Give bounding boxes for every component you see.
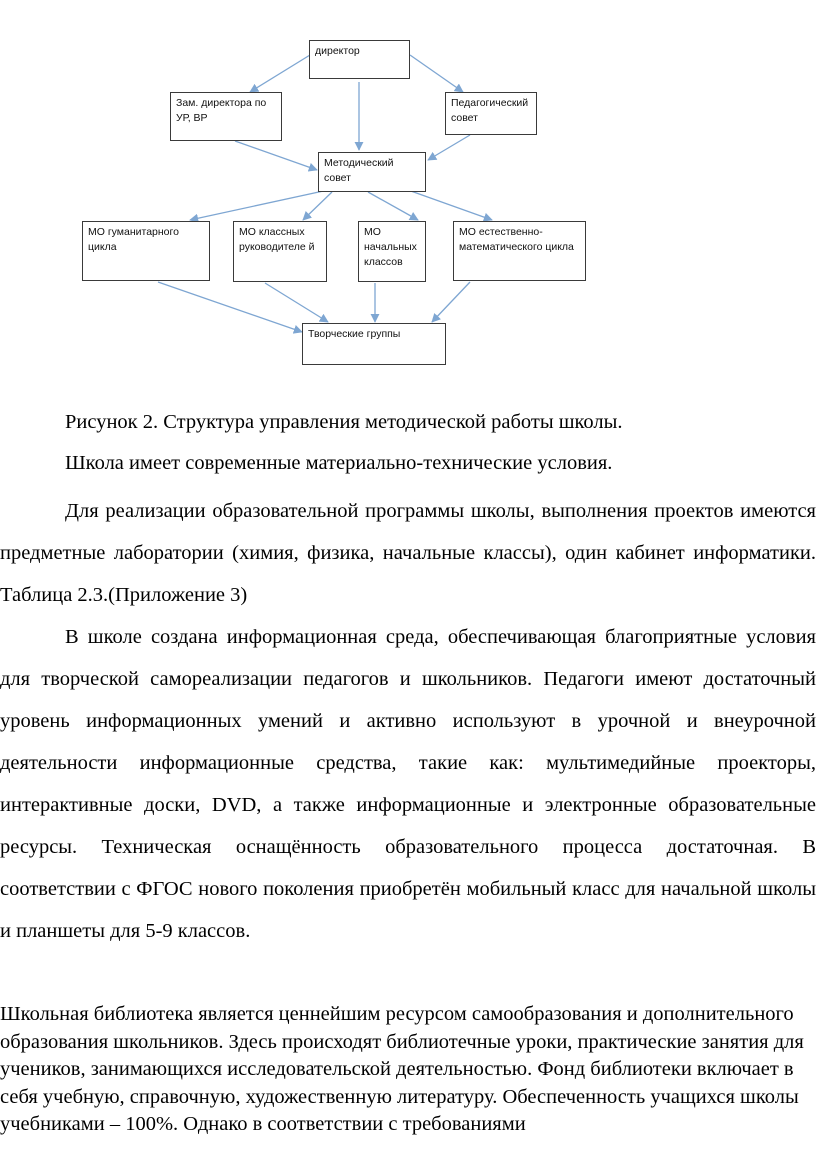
mo-primary-label: МО начальных классов [364,226,417,268]
mo-science-label: МО естественно-математического цикла [459,226,574,253]
deputy-director-box [170,92,282,141]
paragraph-library: Школьная библиотека является ценнейшим ресурсом самообразования и дополнительного образования школьников. Здесь происходят библиотечные уроки, практические занятия для учеников, занимающихся исследовательской деятельностью. Фонд библиотеки включает в себя учебную, справочную, художественную литературу. Обеспеченность учащихся школы учебниками – 100%. Однако в соответствии с требованиями [0,1003,804,1135]
org-chart [70,30,610,380]
arrow-director-to-ped-council [410,55,463,92]
deputy-director-label: Зам. директора по УР, ВР [176,97,267,124]
method-council-box [318,152,426,192]
mo-primary-box [358,221,426,282]
arrow-mo-class-teachers-to-creative-groups [265,283,328,322]
mo-class-teachers-box [233,221,327,282]
arrow-method-council-to-mo-science [408,190,492,220]
arrow-method-council-to-mo-class-teachers [303,192,332,220]
ped-council-label: Педагогический совет [451,97,529,124]
arrow-mo-science-to-creative-groups [432,282,470,322]
paragraph-labs: Для реализации образовательной программы школы, выполнения проектов имеются предметные лаборатории (химия, физика, начальные классы), один кабинет информатики. Таблица 2.3.(Приложение 3) [0,500,816,606]
mo-science-box [453,221,586,281]
mo-humanities-box [82,221,210,281]
creative-groups-label: Творческие группы [308,328,401,340]
paragraph-intro: Школа имеет современные материально-технические условия. [65,452,613,474]
director-label: директор [315,45,360,57]
arrow-ped-council-to-method-council [428,135,470,160]
mo-class-teachers-label: МО классных руководителе й [239,226,315,253]
mo-humanities-label: МО гуманитарного цикла [88,226,179,253]
arrow-mo-humanities-to-creative-groups [158,282,302,332]
paragraph-info-environment: В школе создана информационная среда, обеспечивающая благоприятные условия для творческой самореализации педагогов и школьников. Педагоги имеют достаточный уровень информационных умений и активно используют в урочной и внеурочной деятельности информационные средства, такие как: мультимедийные проекторы, интерактивные доски, DVD, а также информационные и электронные образовательные ресурсы. Техническая оснащённость образовательного процесса достаточная. В соответствии с ФГОС нового поколения приобретён мобильный класс для начальной школы и планшеты для 5-9 классов. [0,626,816,942]
figure-caption: Рисунок 2. Структура управления методической работы школы. [65,411,623,433]
director-box [309,40,410,79]
creative-groups-box [302,323,446,365]
ped-council-box [445,92,537,135]
arrow-method-council-to-mo-primary [368,192,418,220]
arrow-director-to-deputy [250,55,310,92]
arrow-deputy-to-method-council [235,141,317,170]
method-council-label: Методический совет [324,157,394,184]
